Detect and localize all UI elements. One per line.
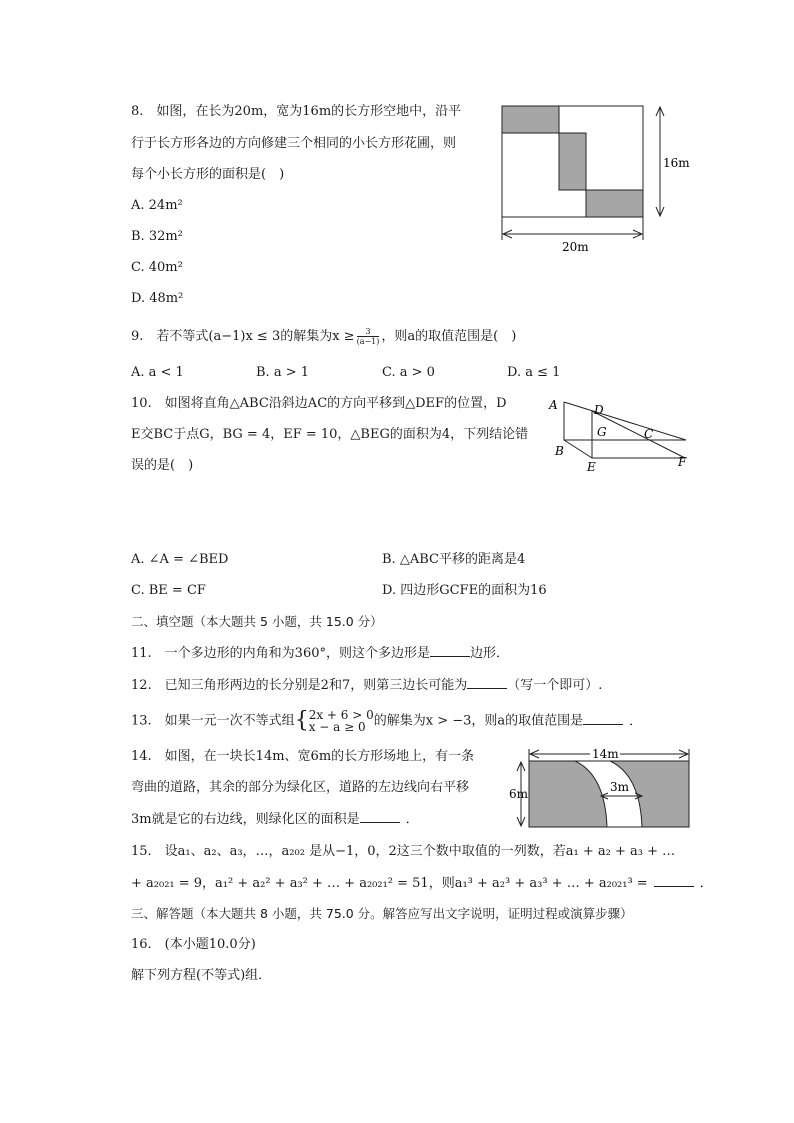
q10-figure <box>545 394 695 474</box>
q13-brace: { <box>294 708 309 733</box>
section-2-heading: 二、填空题（本大题共 5 小题，共 15.0 分） <box>131 614 383 629</box>
q13-stem <box>131 709 642 733</box>
q11-answer-blank[interactable] <box>430 644 470 657</box>
q9-text-b: ，则a的取值范围是( ) <box>381 329 517 344</box>
q11-text-a: 11. 一个多边形的内角和为360°，则这个多边形是 <box>131 646 430 661</box>
q8-width-label: 20m <box>562 240 589 254</box>
q9-option-d: D. a ≤ 1 <box>507 365 561 380</box>
q8-option-d: D. 48m² <box>131 291 184 306</box>
q10-label-g: G <box>597 425 607 439</box>
q14-length-label: 14m <box>592 747 619 761</box>
q10-label-a: A <box>549 398 558 412</box>
q9-stem <box>131 327 516 346</box>
q13-system <box>309 709 374 733</box>
q14-line-3 <box>131 810 419 829</box>
q14-line-1: 14. 如图，在一块长14m、宽6m的长方形场地上，有一条 <box>131 749 475 764</box>
q15-text-a: + a₂₀₂₁ = 9，a₁² + a₂² + a₃² + … + a₂₀₂₁² = 51，则a₁³ + a₂³ + a₃³ + … + a₂₀₂₁³ = <box>131 876 648 891</box>
q13-text-b: 的解集为x > −3，则a的取值范围是 <box>373 713 584 729</box>
q10-option-b: B. △ABC平移的距离是4 <box>382 552 526 567</box>
q9-text-a: 9. 若不等式(a−1)x ≤ 3的解集为x ≥ <box>131 329 355 344</box>
section-3-heading: 三、解答题（本大题共 8 小题，共 75.0 分。解答应写出文字说明，证明过程或演算步骤） <box>131 906 633 921</box>
q15-text-b: ． <box>699 876 713 891</box>
q12-text-a: 12. 已知三角形两边的长分别是2和7，则第三边长可能为 <box>131 678 468 693</box>
q8-height-label: 16m <box>663 156 690 170</box>
q8-option-a: A. 24m² <box>131 198 183 213</box>
q13-system-line-2: x − a ≥ 0 <box>308 720 366 734</box>
q8-line-2: 行于长方形各边的方向修建三个相同的小长方形花圃，则 <box>131 136 457 151</box>
q10-triangle-abc <box>564 402 686 440</box>
q16-header: 16. (本小题10.0分) <box>131 937 256 952</box>
q9-option-a: A. a < 1 <box>131 365 184 380</box>
q10-line-1: 10. 如图将直角△ABC沿斜边AC的方向平移到△DEF的位置，D <box>131 396 507 411</box>
q10-label-c: C <box>644 427 654 441</box>
q11-text-b: 边形． <box>470 646 510 661</box>
q10-option-d: D. 四边形GCFE的面积为16 <box>382 583 547 598</box>
q15-line-2 <box>131 874 713 893</box>
q13-text-a: 13. 如果一元一次不等式组 <box>131 713 295 729</box>
q8-line-3: 每个小长方形的面积是( ) <box>131 167 285 182</box>
q10-label-f: F <box>678 455 687 469</box>
q10-line-3: 误的是( ) <box>131 458 194 473</box>
q14-road-label: 3m <box>610 780 630 794</box>
q16-body: 解下列方程(不等式)组． <box>131 968 272 983</box>
q13-system-line-1: 2x + 6 > 0 <box>308 708 374 722</box>
q12-stem <box>131 676 602 695</box>
q9-option-c: C. a > 0 <box>382 365 435 380</box>
q14-width-label: 6m <box>509 787 529 801</box>
q10-label-d: D <box>594 403 604 417</box>
q10-option-a: A. ∠A = ∠BED <box>131 552 229 567</box>
q10-line-2: E交BC于点G，BG = 4，EF = 10，△BEG的面积为4，下列结论错 <box>131 427 529 442</box>
q10-label-e: E <box>587 460 596 474</box>
q9-frac-num: 3 <box>357 327 380 337</box>
q10-option-c: C. BE = CF <box>131 583 206 598</box>
q8-option-b: B. 32m² <box>131 229 183 244</box>
q8-figure <box>495 98 705 258</box>
q14-figure <box>504 745 700 833</box>
q11-stem <box>131 644 509 663</box>
q9-option-b: B. a > 1 <box>256 365 309 380</box>
q8-option-c: C. 40m² <box>131 260 183 275</box>
q12-answer-blank[interactable] <box>467 676 507 689</box>
q9-frac-den: (a−1) <box>356 337 380 346</box>
q15-answer-blank[interactable] <box>654 874 694 887</box>
q12-text-b: （写一个即可）. <box>507 678 603 693</box>
q10-label-b: B <box>555 444 564 458</box>
q8-bed-3 <box>586 190 643 217</box>
q9-fraction <box>357 327 380 346</box>
q14-text-b: ． <box>405 812 419 827</box>
q8-bed-2 <box>559 133 586 190</box>
q15-line-1: 15. 设a₁、a₂、a₃，…，a₂₀₂ 是从−1，0，2这三个数中取值的一列数，若a₁ + a₂ + a₃ + … <box>131 844 676 859</box>
q14-line-2: 弯曲的道路，其余的部分为绿化区，道路的左边线向右平移 <box>131 780 470 795</box>
q14-text-a: 3m就是它的右边线，则绿化区的面积是 <box>131 812 360 827</box>
q13-text-c: ． <box>629 713 643 729</box>
q8-bed-1 <box>502 106 559 133</box>
q13-answer-blank[interactable] <box>583 712 623 725</box>
q14-answer-blank[interactable] <box>360 810 400 823</box>
q8-line-1: 8. 如图，在长为20m，宽为16m的长方形空地中，沿平 <box>131 104 462 119</box>
